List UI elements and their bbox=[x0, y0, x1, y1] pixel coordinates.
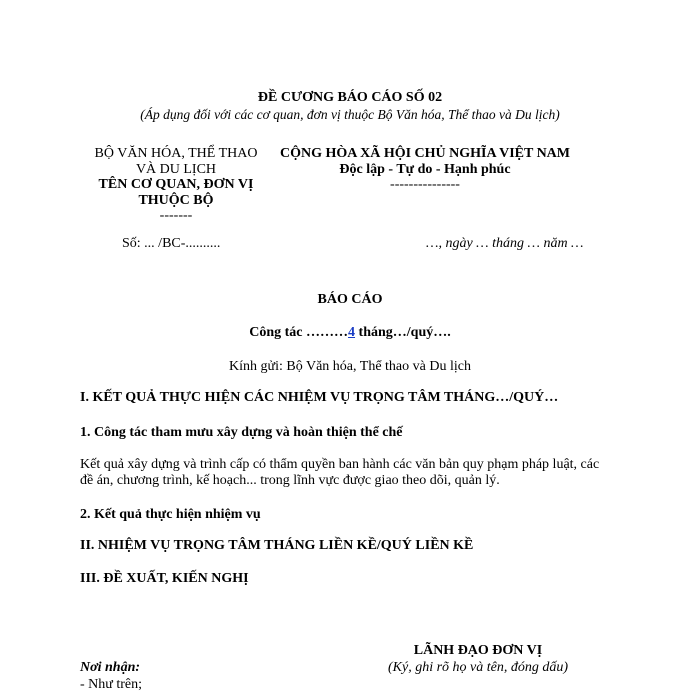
ministry-name-line1: BỘ VĂN HÓA, THỂ THAO bbox=[94, 146, 258, 161]
subsection-1-2-heading: 2. Kết quả thực hiện nhiệm vụ bbox=[80, 507, 261, 522]
date-line: …, ngày … tháng … năm … bbox=[426, 236, 584, 251]
recipients-label: Nơi nhận: bbox=[80, 660, 141, 675]
ministry-divider: ------- bbox=[159, 208, 193, 223]
recipients-item: - Như trên; bbox=[80, 677, 143, 692]
ministry-block bbox=[76, 146, 276, 224]
signature-title: LÃNH ĐẠO ĐƠN VỊ bbox=[413, 643, 543, 658]
section-2-heading: II. NHIỆM VỤ TRỌNG TÂM THÁNG LIỀN KỀ/QUÝ LIỀN KỀ bbox=[80, 538, 474, 553]
nation-divider: --------------- bbox=[390, 177, 460, 192]
report-title: BÁO CÁO bbox=[317, 292, 383, 307]
document-number: Số: ... /BC-.......... bbox=[122, 236, 221, 251]
nation-name: CỘNG HÒA XÃ HỘI CHỦ NGHĨA VIỆT NAM bbox=[279, 146, 570, 161]
national-header bbox=[270, 146, 580, 193]
nation-motto: Độc lập - Tự do - Hạnh phúc bbox=[339, 161, 511, 177]
signature-note: (Ký, ghi rõ họ và tên, đóng dấu) bbox=[387, 660, 569, 675]
report-subject-prefix: Công tác ……… bbox=[249, 325, 349, 340]
report-subject-suffix: tháng…/quý…. bbox=[355, 325, 451, 340]
agency-name-line2: THUỘC BỘ bbox=[138, 192, 214, 208]
recipient-line: Kính gửi: Bộ Văn hóa, Thể thao và Du lịch bbox=[229, 359, 471, 374]
report-subject bbox=[0, 325, 700, 341]
section-1-heading: I. KẾT QUẢ THỰC HIỆN CÁC NHIỆM VỤ TRỌNG TÂM THÁNG…/QUÝ… bbox=[80, 390, 559, 405]
section-3-heading: III. ĐỀ XUẤT, KIẾN NGHỊ bbox=[80, 571, 249, 586]
document-subtitle: (Áp dụng đối với các cơ quan, đơn vị thuộc Bộ Văn hóa, Thể thao và Du lịch) bbox=[140, 107, 560, 122]
document-title: ĐỀ CƯƠNG BÁO CÁO SỐ 02 bbox=[257, 90, 443, 105]
subsection-1-1-text: Kết quả xây dựng và trình cấp có thẩm quyền ban hành các văn bản quy phạm pháp luật, các đề án, chương trình, kế hoạch... trong lĩnh vực được giao theo dõi, quản lý. bbox=[80, 457, 600, 488]
subsection-1-1-heading: 1. Công tác tham mưu xây dựng và hoàn thiện thể chế bbox=[80, 425, 403, 440]
footnote-link[interactable]: 4 bbox=[348, 325, 356, 340]
ministry-name-line2: VÀ DU LỊCH bbox=[135, 161, 217, 177]
agency-name-line1: TÊN CƠ QUAN, ĐƠN VỊ bbox=[98, 177, 254, 192]
